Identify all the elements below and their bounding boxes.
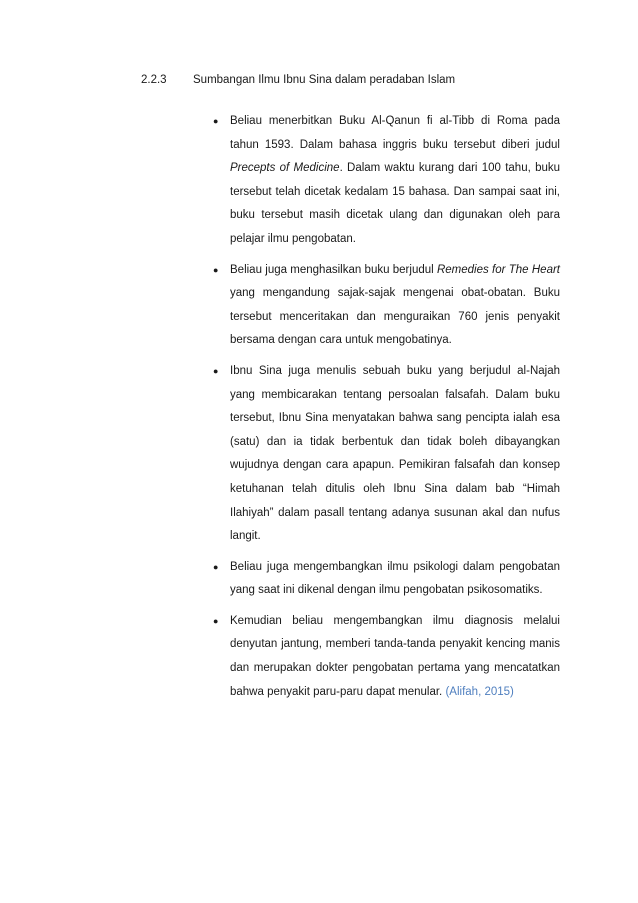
section-title: Sumbangan Ilmu Ibnu Sina dalam peradaban Islam bbox=[193, 74, 456, 86]
list-item bbox=[214, 360, 560, 549]
book-title: Precepts of Medicine bbox=[230, 162, 340, 175]
item-text: Kemudian beliau mengembangkan ilmu diagnosis melalui denyutan jantung, memberi tanda-tanda penyakit kencing manis dan merupakan dokter pengobatan pertama yang mencatatkan bahwa penyakit paru-paru dapat menular. (Alifah, 2015) bbox=[230, 614, 560, 698]
list-item bbox=[214, 610, 560, 704]
bullet-list bbox=[214, 110, 560, 711]
bullet-icon: ● bbox=[213, 615, 219, 626]
list-item bbox=[214, 110, 560, 252]
item-text: Beliau juga mengembangkan ilmu psikologi dalam pengobatan yang saat ini dikenal dengan ilmu pengobatan psikosomatiks. bbox=[230, 560, 560, 597]
book-title: Remedies for The Heart bbox=[436, 263, 560, 276]
list-item bbox=[214, 259, 560, 353]
list-item bbox=[214, 556, 560, 603]
citation-link[interactable]: (Alifah, 2015) bbox=[445, 685, 514, 698]
bullet-icon: ● bbox=[213, 561, 219, 572]
bullet-icon: ● bbox=[213, 365, 219, 376]
item-text: Beliau juga menghasilkan buku berjudul Remedies for The Heart yang mengandung sajak-sajak mengenai obat-obatan. Buku tersebut menceritakan dan menguraikan 760 jenis penyakit bersama dengan cara untuk mengobatinya. bbox=[230, 263, 560, 347]
section-number: 2.2.3 bbox=[141, 74, 167, 86]
bullet-icon: ● bbox=[213, 116, 219, 126]
item-text: Ibnu Sina juga menulis sebuah buku yang berjudul al-Najah yang membicarakan tentang persoalan falsafah. Dalam buku tersebut, Ibnu Sina menyatakan bahwa sang pencipta ialah esa (satu) dan ia tidak berbentuk dan tidak boleh dibayangkan wujudnya dengan cara apapun. Pemikiran falsafah dan konsep ketuhanan telah ditulis oleh Ibnu Sina dalam bab “Himah Ilahiyah” dalam pasall tentang adanya susunan akal dan nufus langit. bbox=[230, 364, 560, 543]
item-text: Beliau menerbitkan Buku Al-Qanun fi al-Tibb di Roma pada tahun 1593. Dalam bahasa inggris buku tersebut diberi judul Precepts of Medicine. Dalam waktu kurang dari 100 tahu, buku tersebut telah dicetak kedalam 15 bahasa. Dan sampai saat ini, buku tersebut masih dicetak ulang dan digunakan oleh para pelajar ilmu pengobatan. bbox=[230, 115, 561, 245]
bullet-icon: ● bbox=[213, 264, 219, 275]
